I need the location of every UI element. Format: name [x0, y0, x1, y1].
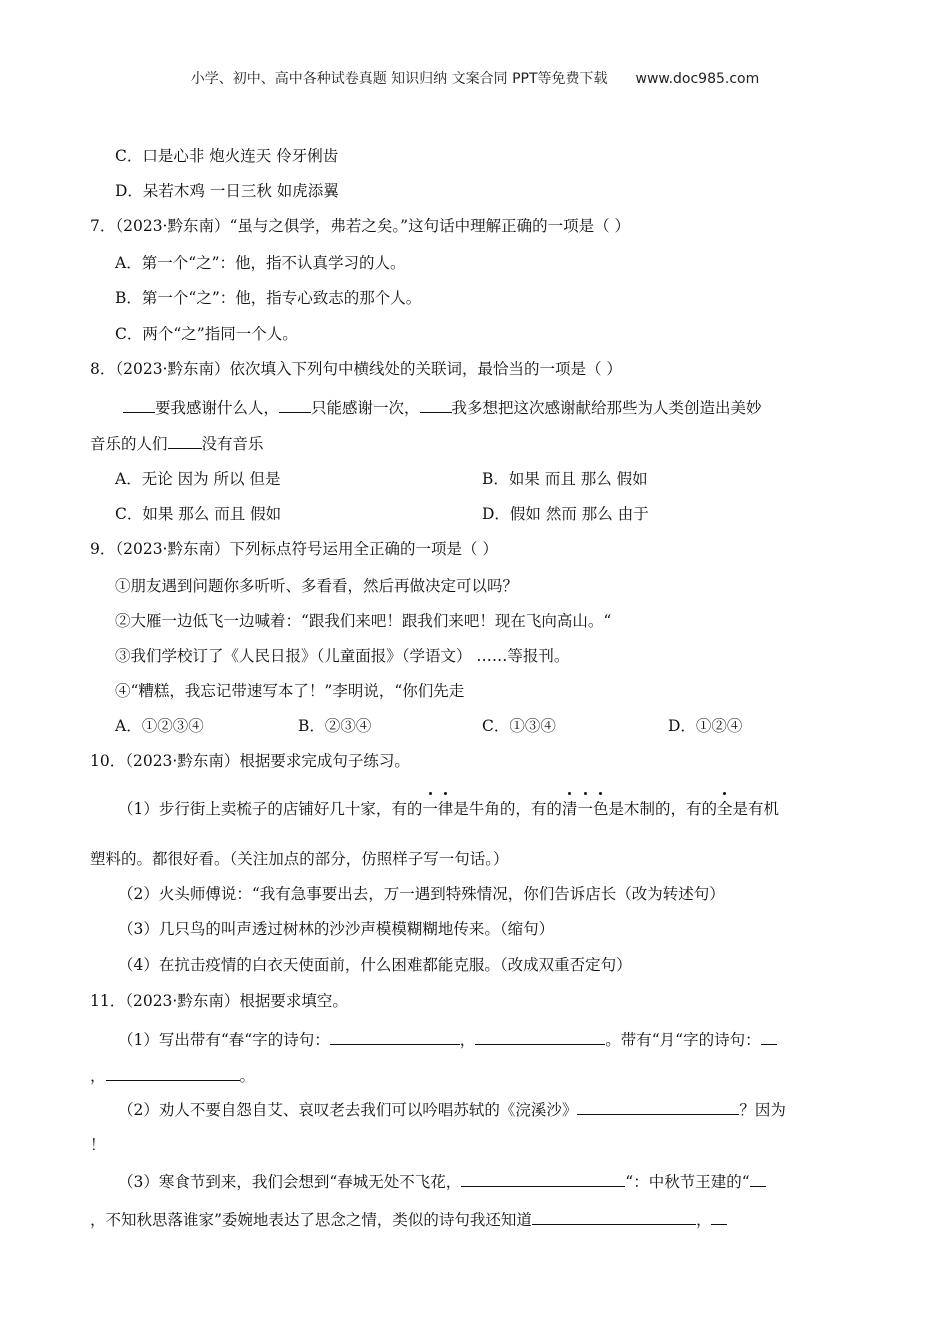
q8-text-4: 音乐的人们	[90, 435, 168, 453]
q7-option-a: A．第一个“之”：他，指不认真学习的人。	[115, 254, 406, 272]
q11-text-1e: 。	[239, 1067, 256, 1085]
q8-option-b: B．如果 而且 那么 假如	[482, 470, 648, 488]
blank[interactable]	[461, 1170, 625, 1187]
q8-text-2: 只能感谢一次，	[311, 399, 420, 417]
q11-text-3b: “：中秋节王建的“	[625, 1173, 750, 1191]
q7-option-b: B．第一个“之”：他，指专心致志的那个人。	[115, 289, 422, 307]
q11-part3-line2	[90, 1208, 727, 1231]
q9-option-c: C．①③④	[482, 717, 556, 735]
q10-part4: （4）在抗击疫情的白衣天使面前，什么困难都能克服。（改成双重否定句）	[118, 956, 632, 974]
blank[interactable]	[532, 1208, 696, 1225]
q8-sentence-line2	[90, 432, 264, 455]
q7-option-c: C．两个“之”指同一个人。	[115, 325, 298, 343]
q11-text-3c: ，不知秋思落谁家”委婉地表达了思念之情，类似的诗句我还知道	[90, 1211, 532, 1229]
q11-text-1c: 。带有“月“字的诗句：	[605, 1031, 761, 1049]
q8-text-3: 我多想把这次感谢献给那些为人类创造出美妙	[451, 399, 762, 417]
q10-part3: （3）几只鸟的叫声透过树林的沙沙声模模糊糊地传来。（缩句）	[118, 920, 555, 938]
blank[interactable]	[750, 1170, 766, 1187]
q9-item-4: ④“糟糕，我忘记带速写本了！”李明说，“你们先走	[115, 682, 465, 700]
blank[interactable]	[168, 432, 202, 449]
page-header	[0, 68, 950, 88]
q11-stem: 11．（2023·黔东南）根据要求填空。	[90, 992, 348, 1010]
q10-stem: 10．（2023·黔东南）根据要求完成句子练习。	[90, 752, 410, 770]
q11-text-3a: （3）寒食节到来，我们会想到“春城无处不飞花，	[118, 1173, 462, 1191]
q8-option-d: D．假如 然而 那么 由于	[482, 505, 649, 523]
q11-text-1a: （1）写出带有“春“字的诗句：	[118, 1031, 330, 1049]
q8-text-5: 没有音乐	[201, 435, 264, 453]
q6-option-d: D．呆若木鸡 一日三秋 如虎添翼	[115, 182, 339, 200]
blank[interactable]	[106, 1064, 240, 1081]
q11-text-1b: ，	[459, 1031, 476, 1049]
q8-option-a: A．无论 因为 所以 但是	[115, 470, 281, 488]
dotted-word-quan: 全	[716, 800, 733, 818]
q7-stem: 7．（2023·黔东南）“虽与之俱学，弗若之矣。”这句话中理解正确的一项是（ ）	[90, 217, 631, 235]
header-site: www.doc985.com	[635, 71, 760, 87]
q10-text-g: 是有机	[732, 800, 780, 818]
q8-sentence-line1	[123, 396, 762, 419]
q9-item-1: ①朋友遇到问题你多听听、多看看，然后再做决定可以吗？	[115, 577, 519, 595]
q10-text-e: 是木制的，有的	[608, 800, 717, 818]
q11-text-2b: ？因为	[739, 1101, 786, 1119]
q11-text-1d: ，	[90, 1067, 106, 1085]
blank[interactable]	[475, 1028, 605, 1045]
q10-part1-line1	[118, 798, 779, 820]
q11-part2-line1	[118, 1098, 786, 1121]
q11-part1-line2	[90, 1064, 255, 1087]
q8-option-c: C．如果 那么 而且 假如	[115, 505, 282, 523]
q11-text-3d: ，	[695, 1211, 712, 1229]
q8-stem: 8．（2023·黔东南）依次填入下列句中横线处的关联词，最恰当的一项是（ ）	[90, 360, 622, 378]
blank[interactable]	[577, 1098, 739, 1115]
dotted-word-qingyise: 清一色	[561, 800, 609, 818]
blank[interactable]	[279, 396, 311, 413]
header-text: 小学、初中、高中各种试卷真题 知识归纳 文案合同 PPT等免费下载	[190, 71, 608, 87]
q6-option-c: C．口是心非 炮火连天 伶牙俐齿	[115, 147, 339, 165]
q9-stem: 9．（2023·黔东南）下列标点符号运用全正确的一项是（ ）	[90, 540, 498, 558]
q10-text-a: （1）步行街上卖梳子的店铺好几十家，有的	[118, 800, 423, 818]
q11-part1-line1	[118, 1028, 777, 1051]
blank[interactable]	[711, 1208, 727, 1225]
dotted-word-yilv: 一律	[422, 800, 454, 818]
q10-part1-line2: 塑料的。都很好看。（关注加点的部分，仿照样子写一句话。）	[90, 850, 509, 868]
q9-option-d: D．①②④	[668, 717, 743, 735]
q11-part2-line2: ！	[90, 1136, 106, 1154]
q11-part3-line1	[118, 1170, 766, 1193]
q9-item-3: ③我们学校订了《人民日报》（儿童面报》（学语文） ……等报刊。	[115, 647, 570, 665]
q10-text-c: 是牛角的，有的	[453, 800, 562, 818]
q9-option-a: A．①②③④	[115, 717, 204, 735]
blank[interactable]	[123, 396, 155, 413]
blank[interactable]	[330, 1028, 460, 1045]
blank[interactable]	[761, 1028, 777, 1045]
blank[interactable]	[420, 396, 452, 413]
q10-part2: （2）火头师傅说：“我有急事要出去，万一遇到特殊情况，你们告诉店长（改为转述句）	[118, 885, 725, 903]
q8-text-1: 要我感谢什么人，	[155, 399, 280, 417]
q11-text-2a: （2）劝人不要自怨自艾、哀叹老去我们可以吟唱苏轼的《浣溪沙》	[118, 1101, 578, 1119]
q9-item-2: ②大雁一边低飞一边喊着：“跟我们来吧！跟我们来吧！现在飞向高山。“	[115, 612, 612, 630]
q9-option-b: B．②③④	[298, 717, 372, 735]
